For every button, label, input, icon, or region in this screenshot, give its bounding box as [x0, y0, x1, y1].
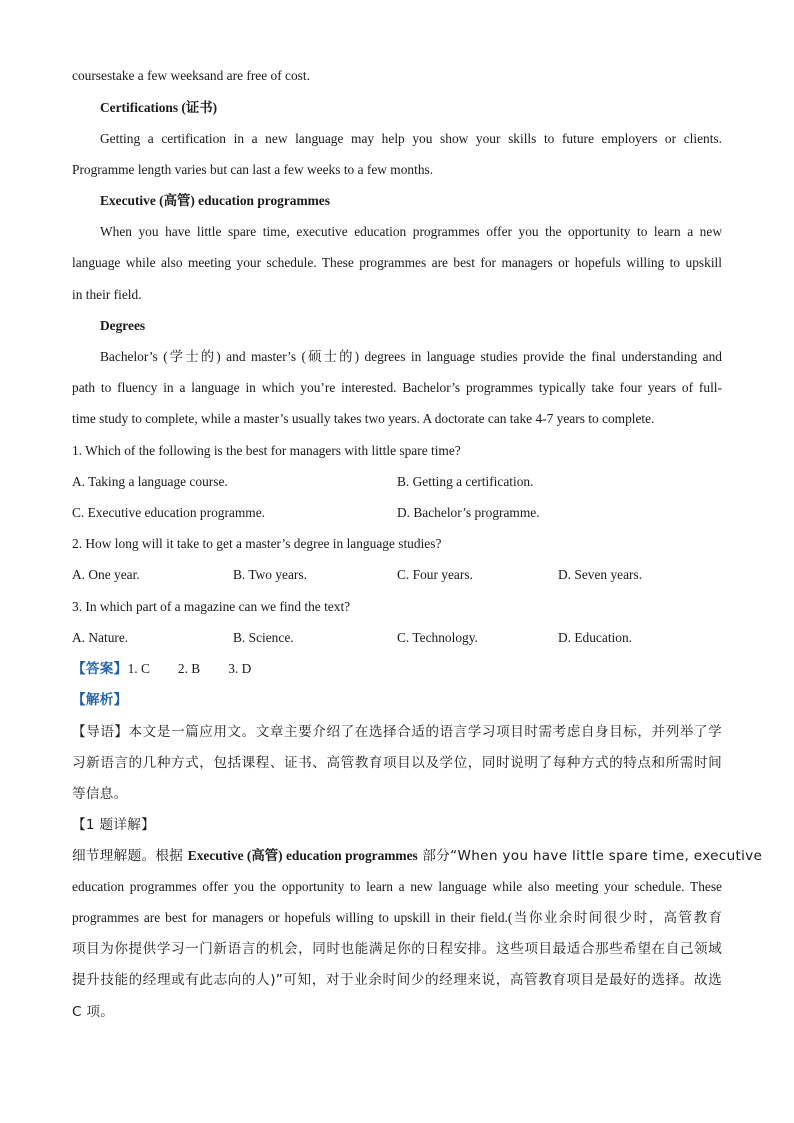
text-line: 等信息。	[72, 786, 128, 802]
option-d: D. Bachelor’s programme.	[397, 505, 540, 520]
option-b: B. Getting a certification.	[397, 474, 534, 489]
answer-label: 【答案】	[72, 661, 128, 677]
text-line: education programmes offer you the opportunity to learn a new language while also meeting your schedule. These	[72, 879, 722, 894]
answer-item: 1. C	[127, 661, 150, 676]
text-line: When you have little spare time, executive education programmes offer you the opportunity to learn a new	[100, 224, 722, 239]
text-span: 细节理解题。根据	[72, 848, 188, 864]
text-line: coursestake a few weeksand are free of cost.	[72, 68, 310, 83]
text-line: Bachelor’s (学士的) and master’s (硕士的) degrees in language studies provide the final understanding and	[100, 349, 722, 364]
answer-row	[72, 659, 722, 679]
option-c: C. Executive education programme.	[72, 505, 265, 520]
option-d: D. Seven years.	[558, 567, 643, 582]
bold-span: Executive (高管) education programmes	[187, 848, 418, 863]
section-heading-degrees: Degrees	[100, 318, 146, 333]
text-line: 习新语言的几种方式，包括课程、证书、高管教育项目以及学位，同时说明了每种方式的特点和所需时间	[72, 755, 722, 771]
text-line: programmes are best for managers or hopefuls willing to upskill in their field.(当你业余时间很少时，高管教育	[72, 910, 722, 925]
option-b: B. Two years.	[233, 567, 307, 582]
detail-label: 【1 题详解】	[72, 817, 156, 833]
section-heading-executive: Executive (高管) education programmes	[100, 193, 330, 208]
option-a: A. Nature.	[72, 630, 129, 645]
text-line: in their field.	[72, 287, 142, 302]
question-stem: 2. How long will it take to get a master’s degree in language studies?	[72, 536, 442, 551]
text-span: 部分“When you have little spare time, executive	[417, 848, 763, 864]
option-a: A. Taking a language course.	[72, 474, 228, 489]
text-line: 项目为你提供学习一门新语言的机会，同时也能满足你的日程安排。这些项目最适合那些希望在自己领域	[72, 941, 722, 957]
text-line: C 项。	[72, 1004, 115, 1020]
question-stem: 3. In which part of a magazine can we find the text?	[72, 599, 351, 614]
text-line: 提升技能的经理或有此志向的人)”可知，对于业余时间少的经理来说，高管教育项目是最好的选择。故选	[72, 972, 722, 988]
question-stem: 1. Which of the following is the best for managers with little spare time?	[72, 443, 461, 458]
text-line: 【导语】本文是一篇应用文。文章主要介绍了在选择合适的语言学习项目时需考虑自身目标，并列举了学	[72, 724, 722, 740]
option-c: C. Four years.	[397, 567, 473, 582]
option-c: C. Technology.	[397, 630, 478, 645]
text-line	[72, 846, 763, 866]
option-a: A. One year.	[72, 567, 140, 582]
text-line: Getting a certification in a new language may help you show your skills to future employers or clients.	[100, 131, 722, 146]
option-d: D. Education.	[558, 630, 633, 645]
text-line: time study to complete, while a master’s usually takes two years. A doctorate can take 4-7 years to complete.	[72, 411, 655, 426]
text-line: Programme length varies but can last a few weeks to a few months.	[72, 162, 434, 177]
section-heading-certifications: Certifications (证书)	[100, 100, 218, 115]
answer-item: 2. B	[177, 661, 201, 676]
option-b: B. Science.	[233, 630, 294, 645]
analysis-label: 【解析】	[72, 692, 128, 708]
answer-item: 3. D	[228, 661, 252, 676]
text-line: language while also meeting your schedule. These programmes are best for managers or hopefuls willing to upskill	[72, 255, 722, 270]
text-line: path to fluency in a language in which you’re interested. Bachelor’s programmes typically take four years of full-	[72, 380, 722, 395]
